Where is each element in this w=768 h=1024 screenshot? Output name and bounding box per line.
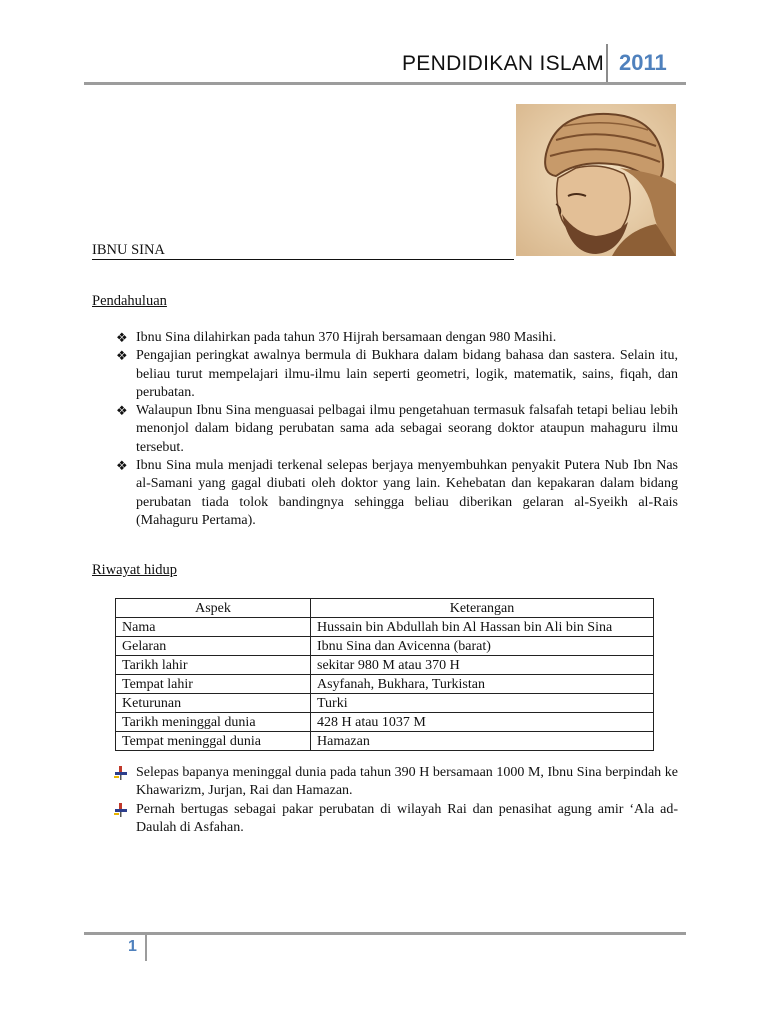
table-row bbox=[116, 637, 654, 656]
list-item: ❖ Pengajian peringkat awalnya bermula di Bukhara dalam bidang bahasa dan sastera. Selain itu, beliau turut mempelajari ilmu-ilmu lain seperti geometri, logik, matematik, sains, fiqah, dan perubatan. bbox=[116, 348, 678, 400]
section-heading-riwayat-hidup: Riwayat hidup bbox=[92, 562, 177, 578]
section-heading-pendahuluan: Pendahuluan bbox=[92, 293, 167, 309]
table-cell: Tempat meninggal dunia bbox=[116, 732, 311, 751]
list-item: ❖ Ibnu Sina dilahirkan pada tahun 370 Hijrah bersamaan dengan 980 Masihi. bbox=[116, 330, 557, 345]
table-cell: 428 H atau 1037 M bbox=[311, 713, 654, 732]
list-item: ❖ Walaupun Ibnu Sina menguasai pelbagai ilmu pengetahuan termasuk falsafah tetapi beliau lebih menonjol dalam bidang perubatan sama ada sebagai seorang doktor ataupun mahaguru ilmu tersebut. bbox=[116, 403, 678, 455]
intro-bullet-list bbox=[116, 329, 678, 530]
table-cell: Hamazan bbox=[311, 732, 654, 751]
header-year: 2011 bbox=[619, 50, 667, 75]
table-cell: Tempat lahir bbox=[116, 675, 311, 694]
table-row bbox=[116, 694, 654, 713]
table-cell: Hussain bin Abdullah bin Al Hassan bin Ali bin Sina bbox=[311, 618, 654, 637]
list-item: ❖ Ibnu Sina mula menjadi terkenal selepas berjaya menyembuhkan penyakit Putera Nub Ibn Nas al-Samani yang gagal diubati oleh doktor yang lain. Kehebatan dan kepakaran dalam bidang perubatan tiada tolok bandingnya sehingga beliau diberikan gelaran al-Syeikh al-Rais (Mahaguru Pertama). bbox=[116, 458, 678, 528]
notes-bullet-list bbox=[116, 764, 678, 837]
diamond-bullet-icon: ❖ bbox=[116, 330, 128, 345]
table-cell: Asyfanah, Bukhara, Turkistan bbox=[311, 675, 654, 694]
table-cell: Keturunan bbox=[116, 694, 311, 713]
footer-separator bbox=[145, 935, 147, 961]
pushpin-bullet-icon bbox=[114, 766, 128, 780]
header-title: PENDIDIKAN ISLAM bbox=[401, 52, 604, 75]
table-cell: sekitar 980 M atau 370 H bbox=[311, 656, 654, 675]
header-separator bbox=[606, 44, 608, 82]
diamond-bullet-icon: ❖ bbox=[116, 458, 128, 474]
list-item: Pernah bertugas sebagai pakar perubatan di wilayah Rai dan penasihat agung amir ‘Ala ad-Daulah di Asfahan. bbox=[116, 801, 678, 838]
table-row bbox=[116, 656, 654, 675]
document-title: IBNU SINA bbox=[92, 242, 514, 260]
column-header-aspek: Aspek bbox=[116, 599, 311, 618]
footer-rule bbox=[84, 932, 686, 935]
diamond-bullet-icon: ❖ bbox=[116, 348, 128, 364]
table-cell: Turki bbox=[311, 694, 654, 713]
table-cell: Nama bbox=[116, 618, 311, 637]
biography-table bbox=[115, 598, 654, 751]
list-item: Selepas bapanya meninggal dunia pada tahun 390 H bersamaan 1000 M, Ibnu Sina berpindah ke Khawarizm, Jurjan, Rai dan Hamazan. bbox=[116, 764, 678, 801]
page-number: 1 bbox=[128, 938, 137, 955]
table-cell: Ibnu Sina dan Avicenna (barat) bbox=[311, 637, 654, 656]
table-cell: Tarikh lahir bbox=[116, 656, 311, 675]
table-row bbox=[116, 618, 654, 637]
header-rule bbox=[84, 82, 686, 85]
column-header-keterangan: Keterangan bbox=[311, 599, 654, 618]
table-cell: Gelaran bbox=[116, 637, 311, 656]
diamond-bullet-icon: ❖ bbox=[116, 403, 128, 419]
page-header bbox=[84, 44, 684, 84]
portrait-image bbox=[516, 104, 676, 256]
table-cell: Tarikh meninggal dunia bbox=[116, 713, 311, 732]
table-header-row bbox=[116, 599, 654, 618]
table-row bbox=[116, 675, 654, 694]
table-row bbox=[116, 732, 654, 751]
table-row bbox=[116, 713, 654, 732]
pushpin-bullet-icon bbox=[114, 803, 128, 817]
